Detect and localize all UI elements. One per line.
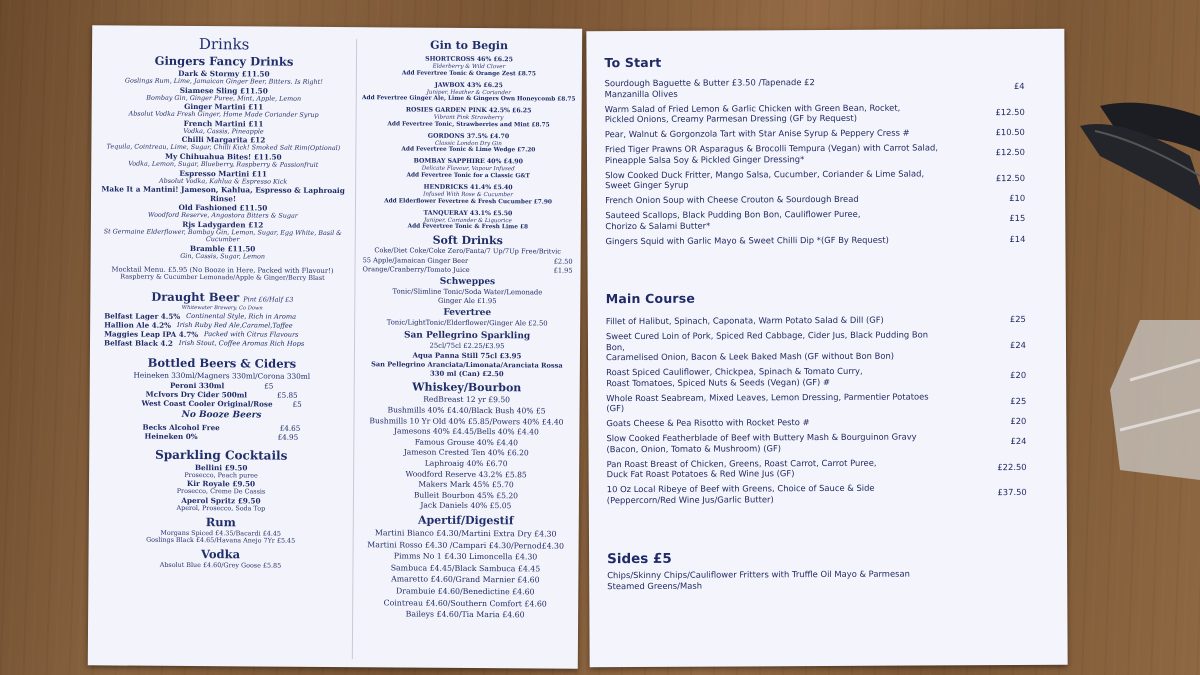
whiskey-list [357,395,576,513]
fancy-drinks-heading: Gingers Fancy Drinks [154,53,294,69]
schweppes-line-1: Tonic/Slimline Tonic/Soda Water/Lemonade [392,286,543,297]
gin-name: SHORTCROSS 46% £6.25 [425,55,513,64]
whiskey-item: Jack Daniels 40% £5.05 [420,500,512,511]
beer-desc: Packed with Citrus Flavours [204,330,299,340]
dish-text: Pear, Walnut & Gorgonzola Tart with Star Anise Syrup & Peppery Cress # [604,127,910,140]
gin-desc: Delicate Flavour, Vapour Infused [421,165,515,173]
aranciata-line: San Pellegrino Aranciata/Limonata/Aranciata Rossa [371,359,563,370]
sparkling-desc: Prosecco, Creme De Cassis [176,487,266,496]
no-booze-line-2: Heineken 0% £4.95 [144,431,299,442]
dish-price: £20 [1010,415,1027,427]
schweppes-heading: Schweppes [439,276,496,287]
vodka-heading: Vodka [201,546,241,562]
dish-price: £37.50 [997,487,1027,498]
starter-item [605,167,1025,190]
dish-text: Slow Cooked Featherblade of Beef with Buttery Mash & Bourguinon Gravy (Bacon, Onion, Tomato & Mushroom) (GF) [606,431,917,454]
gin-mix: Add Fevertree Tonic & Orange Zest £8.75 [401,70,536,77]
cocktail-name: Ginger Martini £11 [184,102,264,112]
sides-section [607,549,1027,592]
dish-price: £12.50 [995,147,1026,158]
rum-line-1: Morgans Spiced £4.35/Bacardi £4.45 [160,528,282,538]
beer-name: Maggies Leap IPA 4.7% [104,329,199,340]
sparkling-name: Bellini £9.50 [194,462,248,473]
dish-price: £22.50 [997,461,1027,472]
starter-item [605,233,1025,246]
beer-desc: Continental Style, Rich in Aroma [186,312,297,322]
gin-desc: Juniper, Coriander & Liquorice [423,217,512,224]
starter-item [605,193,1025,206]
drinks-title: Drinks [198,35,250,54]
bottled-line-2: Peroni 330ml £5 [170,380,274,391]
cocktail-desc: Bombay Gin, Ginger Puree, Mint, Apple, Lemon [146,93,302,103]
beer-list [94,312,350,350]
cocktail-name: My Chihuahua Bites! £11.50 [164,151,282,162]
mains-section [606,289,1027,510]
dish-price: £12.50 [995,172,1026,183]
panna-line: Aqua Panna Still 75cl £3.95 [412,350,522,361]
whiskey-item: Jamesons 40% £4.45/Bells 40% £4.40 [393,426,539,437]
cocktail-desc: Absolut Vodka, Kahlua & Espresso Kick [158,176,288,186]
cocktail-name: Chilli Margarita £12 [181,135,266,145]
whiskey-item: Bulleit Bourbon 45% £5.20 [413,490,519,501]
food-menu-sheet [586,29,1067,667]
sparkling-name: Aperol Spritz £9.50 [181,495,261,506]
gin-mix: Add Fevertree Ginger Ale, Lime & Gingers Own Honeycomb £8.75 [362,95,576,103]
sparkling-desc: Aperol, Prosecco, Soda Top [176,503,266,513]
dish-price: £15 [1009,213,1026,224]
gin-mix: Add Fevertree Tonic, Strawberries and Mint £8.75 [387,121,550,129]
main-item [606,416,1026,429]
dish-text: Fried Tiger Prawns OR Asparagus & Brocolli Tempura (Vegan) with Carrot Salad, Pineapple Salsa Soy & Pickled Ginger Dressing* [604,142,939,165]
main-item [607,482,1027,505]
main-item [606,431,1026,454]
cocktail-name: French Martini £11 [183,118,264,129]
beer-name: Belfast Black 4.2 [103,338,173,349]
dish-price: £25 [1010,395,1027,406]
dish-price: £4 [1013,81,1025,92]
main-item [607,456,1027,479]
dish-text: Fillet of Halibut, Spinach, Caponata, Warm Potato Salad & Dill (GF) [605,314,884,327]
whiskey-item: RedBreast 12 yr £9.50 [423,395,511,405]
mocktail-desc: Raspberry & Cucumber Lemonade/Apple & Ginger/Berry Blast [120,272,325,283]
dish-text: Sourdough Baguette & Butter £3.50 /Tapenade £2 Manzanilla Olives [604,77,815,99]
whiskey-item: Woodford Reserve 43.2% £5.85 [405,469,527,479]
whiskey-item: Makers Mark 45% £5.70 [418,479,514,490]
gin-name: HENDRICKS 41.4% £5.40 [423,183,513,192]
dish-price: £25 [1009,313,1026,325]
cocktail-desc: Gin, Cassis, Sugar, Lemon [180,251,266,261]
soft-line-1: Coke/Diet Coke/Coke Zero/Fanta/7 Up/7Up Free/Britvic [374,246,562,256]
starter-list [605,76,1026,246]
draught-heading: Draught Beer Pint £6/Half £3 [151,289,294,305]
apertif-heading: Apertif/Digestif [417,513,514,528]
soft-drinks-heading: Soft Drinks [432,233,503,248]
rum-heading: Rum [205,514,236,529]
soft-line-3: Orange/Cranberry/Tomato Juice £1.95 [362,264,573,275]
starters-heading: To Start [604,54,662,71]
cocktail-desc: Woodford Reserve, Angostora Bitters & Sugar [147,210,298,220]
dish-text: Sauteed Scallops, Black Pudding Bon Bon, Cauliflower Puree, Chorizo & Salami Butter* [605,208,861,231]
apertif-item: Cointreau £4.60/Southern Comfort £4.60 [383,597,547,608]
dish-price: £10 [1009,192,1026,204]
cocktail-name: Bramble £11.50 [189,243,256,254]
apertif-item: Sambuca £4.45/Black Sambuca £4.45 [390,563,541,574]
gin-list [359,54,578,232]
dish-text: Pan Roast Breast of Chicken, Greens, Roast Carrot, Carrot Puree, Duck Fat Roast Potatoes & Red Wine Jus (GF) [606,457,877,480]
gin-desc: Elderberry & Wild Clover [432,63,506,71]
cocktail-name: Old Fashioned £11.50 [178,203,268,213]
bottled-line-4: West Coast Cooler Original/Rose £5 [141,398,302,409]
dish-text: Roast Spiced Cauliflower, Chickpea, Spinach & Tomato Curry, Roast Tomatoes, Spiced Nuts & Seeds (Vegan) (GF) # [606,365,863,388]
gin-name: GORDONS 37.5% £4.70 [427,132,510,140]
cocktail-desc: Goslings Rum, Lime, Jamaican Ginger Beer, Bitters. Is Right! [124,76,323,86]
apertif-list [356,527,575,621]
dish-text: 10 Oz Local Ribeye of Beef with Greens, Choice of Sauce & Side (Peppercorn/Red Wine Jus/Garlic Butter) [606,482,875,505]
pellegrino-heading: San Pellegrino Sparkling [403,330,531,342]
starter-item [605,101,1025,124]
starters-section [604,53,1025,251]
cocktail-name: Siamese Sling £11.50 [179,85,268,96]
dish-text: Whole Roast Seabream, Mixed Leaves, Lemon Dressing, Parmentier Potatoes (GF) [606,390,929,414]
sides-line-1: Chips/Skinny Chips/Cauliflower Fritters with Truffle Oil Mayo & Parmesan [607,568,910,581]
dish-text: Gingers Squid with Garlic Mayo & Sweet Chilli Dip *(GF By Request) [605,234,889,246]
whiskey-item: Laphroaig 40% £6.70 [424,458,508,469]
no-booze-line-1: Becks Alcohol Free £4.65 [142,422,301,433]
main-item [606,365,1026,388]
sparkling-heading: Sparkling Cocktails [155,447,288,463]
drinks-column-1 [92,35,352,570]
draught-sub: Whitewater Brewery, Co Down [181,304,263,312]
beer-name: Hallion Ale 4.2% [104,320,172,331]
apertif-item: Martini Bianco £4.30/Martini Extra Dry £4.30 [374,528,557,539]
gin-desc: Classic London Dry Gin [434,140,502,147]
dish-price: £24 [1010,436,1027,447]
fevertree-heading: Fevertree [443,308,492,319]
sunglasses [1080,96,1200,226]
apertif-item: Pimms No 1 £4.30 Limoncella £4.30 [393,551,538,562]
gin-desc: Infused With Rose & Cucumber [423,191,514,199]
sparkling-list [93,462,349,514]
cocktail-list [95,68,352,261]
main-item [606,329,1026,363]
starter-item [605,208,1025,231]
gin-name: ROSIES GARDEN PINK 42.5% £6.25 [405,106,532,115]
pellegrino-line-1: 25cl/75cl £2.25/£3.95 [429,341,505,350]
main-item [606,390,1026,413]
dish-text: Warm Salad of Fried Lemon & Garlic Chicken with Green Bean, Rocket, Pickled Onions, Creamy Parmesan Dressing (GF by Request) [604,102,901,125]
no-booze-heading: No Booze Beers [181,409,262,421]
dish-price: £24 [1009,339,1027,350]
cocktail-desc: St Germaine Elderflower, Bombay Gin, Lemon, Sugar, Egg White, Basil & Cucumber [103,227,342,244]
dish-price: £10.50 [995,126,1025,138]
gin-heading: Gin to Begin [430,38,509,53]
bottled-line-3: McIvors Dry Cider 500ml £5.85 [145,389,298,400]
cocktail-desc: Tequila, Cointreau, Lime, Sugar, Chilli Kick! Smoked Salt Rim(Optional) [106,142,341,153]
bottled-line-1: Heineken 330ml/Magners 330ml/Corona 330ml [133,370,311,382]
soft-line-2: 55 Apple/Jamaican Ginger Beer £2.50 [362,255,573,266]
main-item [606,314,1026,327]
cocktail-desc: Absolut Vodka Fresh Ginger, Home Made Coriander Syrup [128,109,319,120]
main-list [606,314,1027,505]
starter-item [605,76,1025,99]
glass-jar [1110,320,1200,480]
schweppes-line-2: Ginger Ale £1.95 [438,296,497,306]
dish-price: £20 [1010,370,1027,381]
apertif-item: Amaretto £4.60/Grand Marnier £4.60 [391,574,540,585]
apertif-item: Drambuie £4.60/Benedictine £4.60 [396,586,535,597]
mocktail-line: Mocktail Menu. £5.95 (No Booze in Here, Packed with Flavour!) [111,264,334,275]
dish-price: £14 [1009,233,1026,244]
beer-desc: Irish Ruby Red Ale,Caramel,Toffee [177,321,293,331]
starter-item [605,127,1025,140]
sparkling-name: Kir Royale £9.50 [186,479,256,489]
cocktail-name: Rjs Ladygarden £12 [182,219,264,230]
sparkling-desc: Prosecco, Peach puree [184,470,258,480]
whiskey-item: Bushmills 10 Yr Old 40% £5.85/Powers 40% £4.40 [369,415,564,427]
gin-name: JAWBOX 43% £6.25 [434,81,503,89]
whiskey-item: Jameson Crested Ten 40% £6.20 [403,447,529,458]
dish-price: £12.50 [995,106,1025,117]
mains-heading: Main Course [605,290,696,307]
bottled-heading: Bottled Beers & Ciders [147,356,297,372]
drinks-column-2 [356,37,578,621]
dish-text: French Onion Soup with Cheese Crouton & Sourdough Bread [605,193,859,206]
vodka-line-1: Absolut Blue £4.60/Grey Goose £5.85 [159,560,282,570]
rum-line-2: Goslings Black £4.65/Havana Anejo 7Yr £5.45 [146,535,296,545]
beer-desc: Irish Stout, Coffee Aromas Rich Hops [178,339,305,349]
apertif-item: Baileys £4.60/Tia Maria £4.60 [405,609,525,620]
gin-name: BOMBAY SAPPHIRE 40% £4.90 [413,157,523,166]
gin-desc: Juniper, Heather & Coriander [426,89,511,96]
starter-item [605,142,1025,165]
beer-row [94,339,350,350]
gin-name: TANQUERAY 43.1% £5.50 [423,209,513,217]
aranciata-line-2: 330 ml (Can) £2.50 [430,369,504,379]
cocktail-name: Espresso Martini £11 [179,168,268,179]
apertif-item: Martini Rosso £4.30 /Campari £4.30/Pernod£4.30 [367,539,565,551]
drinks-menu-sheet [88,25,582,668]
sides-line-2: Steamed Greens/Mash [607,580,703,592]
dish-text: Slow Cooked Duck Fritter, Mango Salsa, Cucumber, Coriander & Lime Salad, Sweet Ginger Syrup [605,167,925,191]
beer-name: Belfast Lager 4.5% [104,311,181,322]
whiskey-heading: Whiskey/Bourbon [412,380,522,395]
dish-text: Goats Cheese & Pea Risotto with Rocket Pesto # [606,417,810,429]
whiskey-item: Bushmills 40% £4.40/Black Bush 40% £5 [387,405,546,416]
cocktail-name: Dark & Stormy £11.50 [178,68,270,79]
gin-mix: Add Elderflower Fevertree & Fresh Cucumber £7.90 [384,197,552,206]
cocktail-desc: Vodka, Cassis, Pineapple [183,126,264,136]
fevertree-line-1: Tonic/LightTonic/Elderflower/Ginger Ale £2.50 [386,318,548,328]
whiskey-item: Famous Grouse 40% £4.40 [414,437,518,448]
cocktail-desc: Vodka, Lemon, Sugar, Blueberry, Raspberry & Passionfruit [128,159,319,169]
gin-mix: Add Fevertree Tonic for a Classic G&T [406,172,530,180]
gin-mix: Add Fevertree Tonic & Lime Wedge £7.20 [401,146,536,154]
sides-heading: Sides £5 [607,550,672,568]
dish-text: Sweet Cured Loin of Pork, Spiced Red Cabbage, Cider Jus, Black Pudding Bon Bon, Caramelised Onion, Bacon & Leek Baked Mash (GF without Bon Bon) [605,329,929,363]
cocktail-name: Make It a Mantini! Jameson, Kahlua, Espresso & Laphroaig Rinse! [101,184,345,204]
gin-mix: Add Fevertree Tonic & Fresh Lime £8 [407,223,529,231]
gin-desc: Vibrant Pink Strawberry [433,114,504,122]
